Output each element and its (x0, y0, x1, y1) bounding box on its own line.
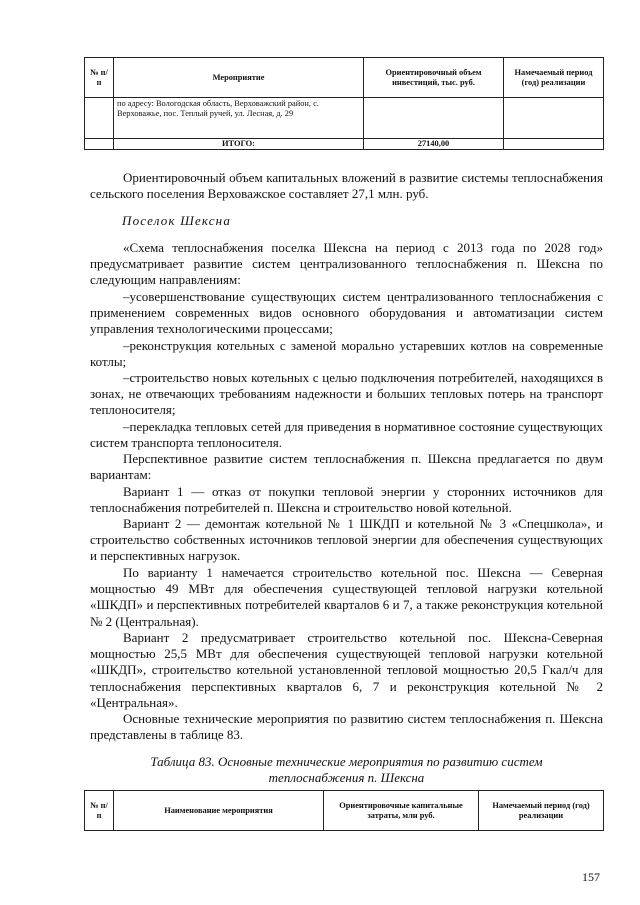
variant1-paragraph: Вариант 1 — отказ от покупки тепловой энергии у сторонних источников для теплоснабжения потребителей п. Шексна и строительство новой котельной. (90, 484, 603, 516)
header-period: Намечаемый период (год) реализации (504, 58, 604, 98)
header-costs: Ориентировочные капитальные затраты, млн руб. (324, 791, 479, 831)
measures-table (84, 790, 604, 831)
conclusion-paragraph: Основные технические мероприятия по развитию систем теплоснабжения п. Шексна представлены в таблице 83. (90, 711, 603, 743)
table-header-row (85, 791, 604, 831)
list-item: –усовершенствование существующих систем централизованного теплоснабжения с применением современных видов основного оборудования и автоматизации систем управления технологическими процессами; (90, 289, 603, 337)
cell-empty (85, 139, 114, 150)
list-item: –строительство новых котельных с целью подключения потребителей, находящихся в зонах, не отвечающих требованиям надежности и больших тепловых потерь на транспорт теплоносителя; (90, 370, 603, 418)
total-value: 27140,00 (364, 139, 504, 150)
total-row (85, 139, 604, 150)
summary-paragraph: Ориентировочный объем капитальных вложений в развитие системы теплоснабжения сельского поселения Верховажское составляет 27,1 млн. руб. (90, 170, 603, 202)
table-header-row (85, 58, 604, 98)
header-period: Намечаемый период (год) реализации (479, 791, 604, 831)
header-num: № п/п (85, 791, 114, 831)
table-row (85, 98, 604, 139)
header-num: № п/п (85, 58, 114, 98)
options-paragraph: Перспективное развитие систем теплоснабжения п. Шексна предлагается по двум вариантам: (90, 451, 603, 483)
cell-empty (364, 98, 504, 139)
total-label: ИТОГО: (114, 139, 364, 150)
cell-empty (504, 139, 604, 150)
variant2-detail-paragraph: Вариант 2 предусматривает строительство котельной пос. Шексна-Северная мощностью 25,5 МВт для обеспечения существующей тепловой нагрузки котельной «ШКДП», строительство котельной установленной тепловой мощностью 20,5 Гкал/ч для теплоснабжения перспективных кварталов 6, 7 и реконструкция котельной № 2 «Центральная». (90, 630, 603, 710)
page-number: 157 (582, 870, 600, 884)
list-item: –перекладка тепловых сетей для приведения в нормативное состояние существующих систем транспорта теплоносителя. (90, 419, 603, 451)
scheme-paragraph: «Схема теплоснабжения поселка Шексна на период с 2013 года по 2028 год» предусматривает развитие систем централизованного теплоснабжения п. Шексна по следующим направлениям: (90, 240, 603, 288)
list-item: –реконструкция котельных с заменой морально устаревших котлов на современные котлы; (90, 338, 603, 370)
investment-table (84, 57, 604, 150)
variant1-detail-paragraph: По варианту 1 намечается строительство котельной пос. Шексна — Северная мощностью 49 МВт для обеспечения существующей тепловой нагрузки котельной «ШКДП» и перспективных потребителей кварталов 6 и 7, а также реконструкция котельной № 2 (Центральная). (90, 565, 603, 629)
header-event: Наименование мероприятия (114, 791, 324, 831)
caption-line-1: Таблица 83. Основные технические мероприятия по развитию систем (150, 754, 543, 769)
header-investment: Ориентировочный объем инвестиций, тыс. руб. (364, 58, 504, 98)
address-cell: по адресу: Вологодская область, Верховажский район, с. Верховажье, пос. Теплый ручей, ул. Лесная, д. 29 (114, 98, 364, 139)
table-caption (90, 754, 603, 786)
cell-empty (85, 98, 114, 139)
variant2-paragraph: Вариант 2 — демонтаж котельной № 1 ШКДП и котельной № 3 «Спецшкола», и строительство собственных источников тепловой энергии для обеспечения существующих и перспективных нагрузок. (90, 516, 603, 564)
caption-line-2: теплоснабжения п. Шексна (268, 770, 425, 785)
section-subheading: Поселок Шексна (122, 213, 232, 228)
cell-empty (504, 98, 604, 139)
header-event: Мероприятие (114, 58, 364, 98)
